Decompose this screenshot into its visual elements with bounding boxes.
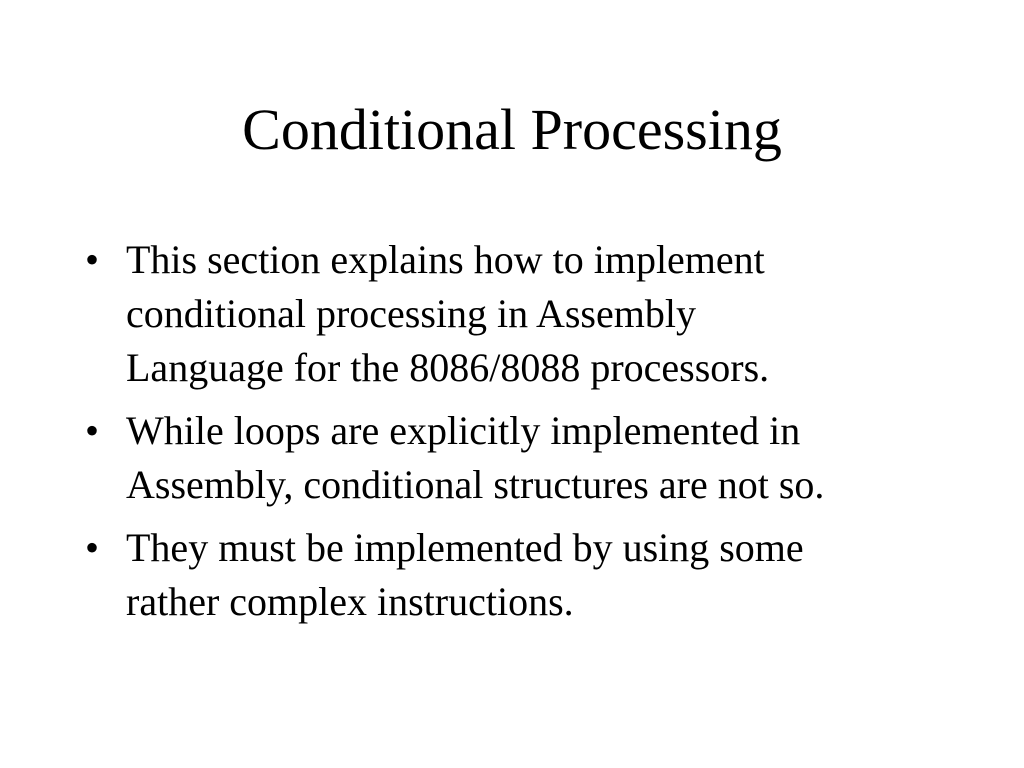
bullet-line: This section explains how to implement: [126, 237, 765, 282]
bullet-dot-icon: •: [85, 408, 100, 453]
bullet-line: conditional processing in Assembly: [126, 291, 696, 336]
bullet-list: [85, 233, 965, 638]
bullet-line: rather complex instructions.: [126, 579, 574, 624]
bullet-dot-icon: •: [85, 525, 100, 570]
bullet-item: [85, 521, 965, 629]
bullet-line: Language for the 8086/8088 processors.: [126, 345, 770, 390]
bullet-line: While loops are explicitly implemented in: [126, 408, 801, 453]
bullet-item: [85, 233, 965, 395]
slide-title: Conditional Processing: [242, 97, 782, 162]
bullet-line: Assembly, conditional structures are not so.: [126, 462, 825, 507]
bullet-dot-icon: •: [85, 237, 100, 282]
bullet-line: They must be implemented by using some: [126, 525, 804, 570]
bullet-item: [85, 404, 965, 512]
